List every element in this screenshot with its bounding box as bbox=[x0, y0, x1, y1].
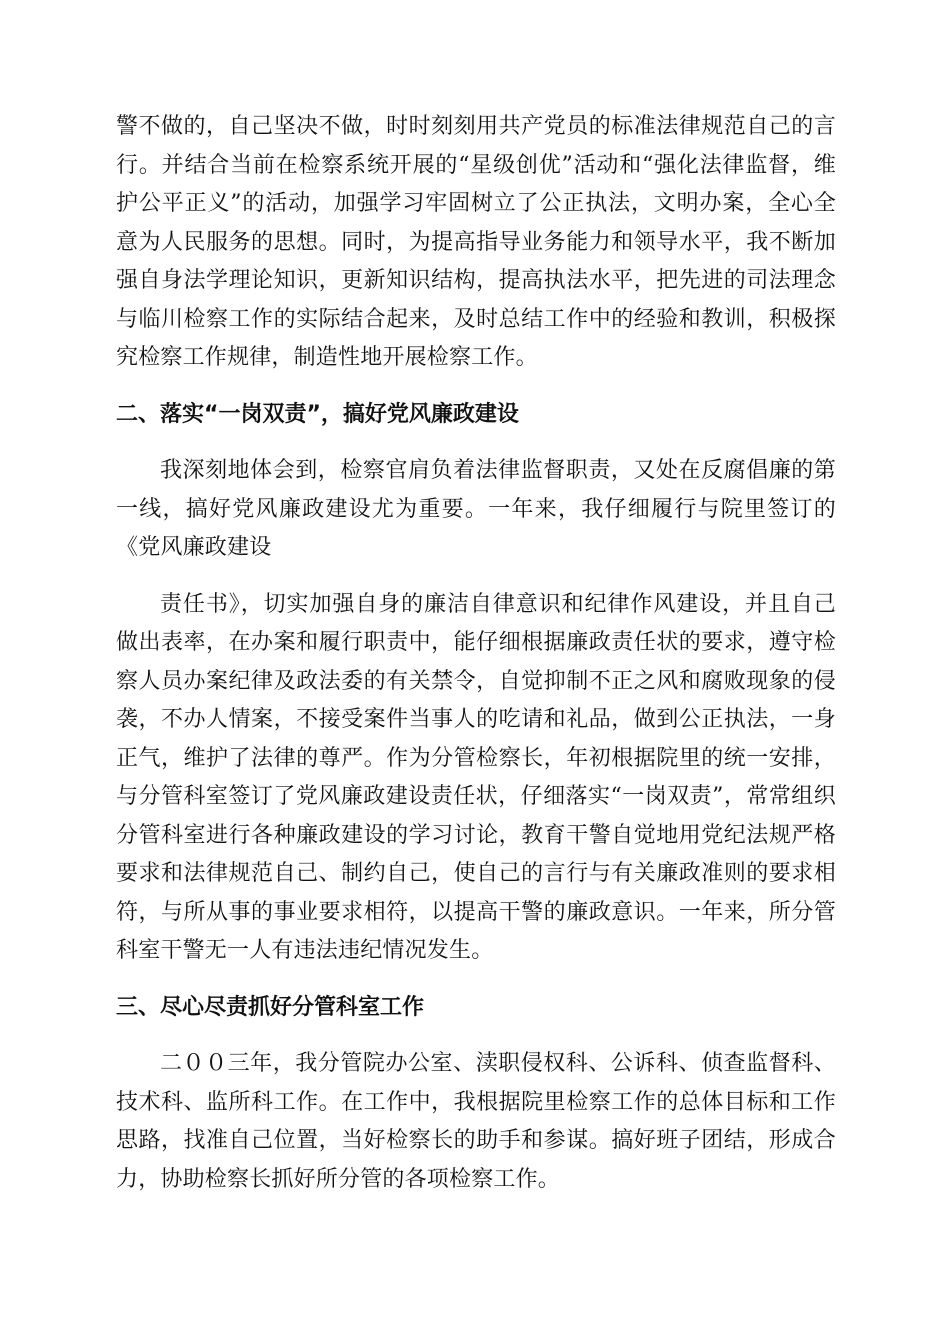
paragraph-continued: 警不做的，自己坚决不做，时时刻刻用共产党员的标准法律规范自己的言行。并结合当前在检察系统开展的“星级创优”活动和“强化法律监督，维护公平正义”的活动，加强学习牢固树立了公正执法，文明办案，全心全意为人民服务的思想。同时，为提高指导业务能力和领导水平，我不断加强自身法学理论知识，更新知识结构，提高执法水平，把先进的司法理念与临川检察工作的实际结合起来，及时总结工作中的经验和教训，积极探究检察工作规律，制造性地开展检察工作。 bbox=[116, 114, 836, 370]
paragraph-integrity-detail: 责任书》，切实加强自身的廉洁自律意识和纪律作风建设，并且自己做出表率，在办案和履行职责中，能仔细根据廉政责任状的要求，遵守检察人员办案纪律及政法委的有关禁令，自觉抑制不正之风和腐败现象的侵袭，不办人情案，不接受案件当事人的吃请和礼品，做到公正执法，一身正气，维护了法律的尊严。作为分管检察长，年初根据院里的统一安排，与分管科室签订了党风廉政建设责任状，仔细落实“一岗双责”，常常组织分管科室进行各种廉政建设的学习讨论，教育干警自觉地用党纪法规严格要求和法律规范自己、制约自己，使自己的言行与有关廉政准则的要求相符，与所从事的事业要求相符，以提高干警的廉政意识。一年来，所分管科室干警无一人有违法违纪情况发生。 bbox=[116, 591, 836, 963]
section-heading-2: 二、落实“一岗双责”，搞好党风廉政建设 bbox=[116, 401, 519, 427]
document-body bbox=[116, 108, 836, 1199]
paragraph-integrity-intro: 我深刻地体会到，检察官肩负着法律监督职责，又处在反腐倡廉的第一线，搞好党风廉政建设尤为重要。一年来，我仔细履行与院里签订的《党风廉政建设 bbox=[116, 458, 836, 560]
paragraph-departments: 二００三年，我分管院办公室、渎职侵权科、公诉科、侦查监督科、技术科、监所科工作。在工作中，我根据院里检察工作的总体目标和工作思路，找准自己位置，当好检察长的助手和参谋。搞好班子团结，形成合力，协助检察长抓好所分管的各项检察工作。 bbox=[116, 1051, 836, 1192]
section-heading-3: 三、尽心尽责抓好分管科室工作 bbox=[116, 994, 425, 1020]
